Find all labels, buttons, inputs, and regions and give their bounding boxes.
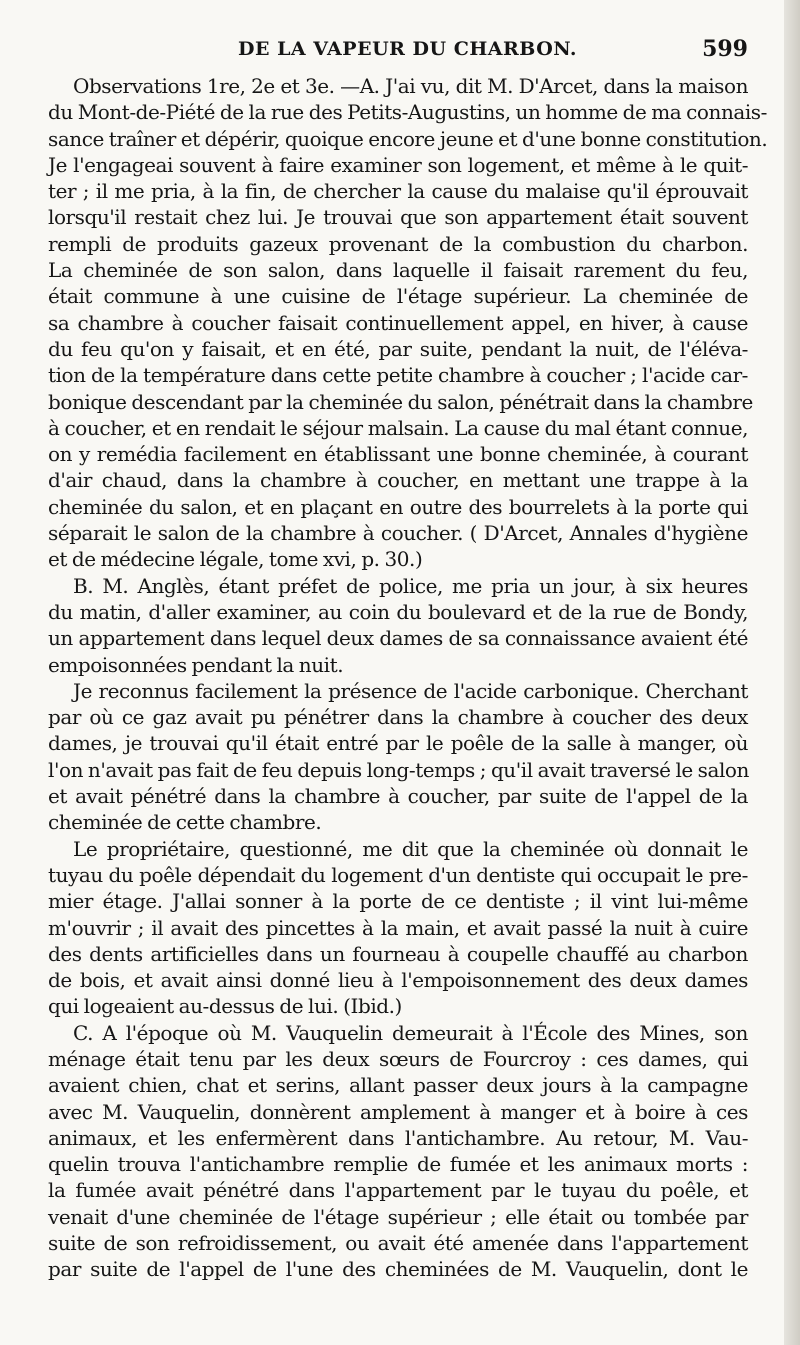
- text-line: sa chambre à coucher faisait continuellement appel, en hiver, à cause: [48, 310, 748, 335]
- text-line: La cheminée de son salon, dans laquelle il faisait rarement du feu,: [48, 258, 748, 283]
- text-line: du matin, d'aller examiner, au coin du boulevard et de la rue de Bondy,: [48, 599, 748, 624]
- text-line: avaient chien, chat et serins, allant passer deux jours à la campagne: [48, 1073, 748, 1098]
- text-line: un appartement dans lequel deux dames de sa connaissance avaient été: [48, 626, 748, 651]
- text-line: empoisonnées pendant la nuit.: [48, 652, 344, 677]
- text-line: ménage était tenu par les deux sœurs de Fourcroy : ces dames, qui: [48, 1046, 748, 1071]
- text-line: on y remédia facilement en établissant une bonne cheminée, à courant: [48, 442, 748, 467]
- text-line: qui logeaient au-dessus de lui. (Ibid.): [48, 994, 402, 1019]
- text-line: séparait le salon de la chambre à coucher. ( D'Arcet, Annales d'hygiène: [48, 521, 748, 546]
- text-line: Observations 1re, 2e et 3e. —A. J'ai vu, dit M. D'Arcet, dans la maison: [73, 74, 748, 98]
- text-line: cheminée de cette chambre.: [48, 810, 322, 835]
- text-line: quelin trouva l'antichambre remplie de fumée et les animaux morts :: [48, 1152, 748, 1177]
- text-line: cheminée du salon, et en plaçant en outre des bourrelets à la porte qui: [48, 494, 748, 519]
- text-line: l'on n'avait pas fait de feu depuis long-temps ; qu'il avait traversé le salon: [48, 757, 749, 782]
- text-line: bonique descendant par la cheminée du salon, pénétrait dans la chambre: [48, 389, 753, 414]
- text-line: et de médecine légale, tome xvi, p. 30.): [48, 547, 423, 572]
- text-line: venait d'une cheminée de l'étage supérieur ; elle était ou tombée par: [48, 1204, 748, 1229]
- text-line: rempli de produits gazeux provenant de la combustion du charbon.: [48, 231, 748, 256]
- text-line: des dents artificielles dans un fourneau à coupelle chauffé au charbon: [48, 941, 748, 966]
- text-line: B. M. Anglès, étant préfet de police, me pria un jour, à six heures: [73, 573, 748, 598]
- text-line: C. A l'époque où M. Vauquelin demeurait à l'École des Mines, son: [73, 1020, 748, 1045]
- text-line: était commune à une cuisine de l'étage supérieur. La cheminée de: [48, 284, 748, 309]
- text-line: la fumée avait pénétré dans l'appartement par le tuyau du poêle, et: [48, 1178, 748, 1203]
- text-line: Je reconnus facilement la présence de l'acide carbonique. Cherchant: [73, 678, 748, 703]
- text-line: dames, je trouvai qu'il était entré par le poêle de la salle à manger, où: [48, 731, 748, 756]
- text-line: suite de son refroidissement, ou avait été amenée dans l'appartement: [48, 1231, 748, 1256]
- text-line: Je l'engageai souvent à faire examiner son logement, et même à le quit-: [48, 152, 748, 177]
- text-line: animaux, et les enfermèrent dans l'antichambre. Au retour, M. Vau-: [48, 1125, 748, 1150]
- text-line: d'air chaud, dans la chambre à coucher, en mettant une trappe à la: [48, 468, 748, 493]
- text-line: à coucher, et en rendait le séjour malsain. La cause du mal étant connue,: [48, 415, 748, 440]
- text-line: du Mont-de-Piété de la rue des Petits-Augustins, un homme de ma connais-: [48, 100, 767, 125]
- running-title: DE LA VAPEUR DU CHARBON.: [238, 38, 578, 60]
- text-line: sance traîner et dépérir, quoique encore jeune et d'une bonne constitution.: [48, 126, 768, 151]
- page-edge: [784, 0, 800, 1345]
- text-line: ter ; il me pria, à la fin, de chercher la cause du malaise qu'il éprouvait: [48, 179, 748, 204]
- text-line: Le propriétaire, questionné, me dit que la cheminée où donnait le: [73, 836, 748, 861]
- text-line: par où ce gaz avait pu pénétrer dans la chambre à coucher des deux: [48, 705, 748, 730]
- text-line: mier étage. J'allai sonner à la porte de ce dentiste ; il vint lui-même: [48, 889, 748, 914]
- text-line: m'ouvrir ; il avait des pincettes à la main, et avait passé la nuit à cuire: [48, 915, 748, 940]
- body-text: [48, 73, 768, 1283]
- text-line: de bois, et avait ainsi donné lieu à l'empoisonnement des deux dames: [48, 968, 748, 993]
- text-line: avec M. Vauquelin, donnèrent amplement à manger et à boire à ces: [48, 1099, 748, 1124]
- text-line: du feu qu'on y faisait, et en été, par suite, pendant la nuit, de l'éléva-: [48, 336, 748, 361]
- text-line: et avait pénétré dans la chambre à coucher, par suite de l'appel de la: [48, 784, 748, 809]
- page-number: 599: [702, 36, 748, 62]
- text-line: par suite de l'appel de l'une des cheminées de M. Vauquelin, dont le: [48, 1257, 748, 1282]
- text-line: tuyau du poêle dépendait du logement d'un dentiste qui occupait le pre-: [48, 862, 748, 887]
- page-header: [48, 36, 748, 66]
- text-line: lorsqu'il restait chez lui. Je trouvai que son appartement était souvent: [48, 205, 748, 230]
- text-line: tion de la température dans cette petite chambre à coucher ; l'acide car-: [48, 363, 748, 388]
